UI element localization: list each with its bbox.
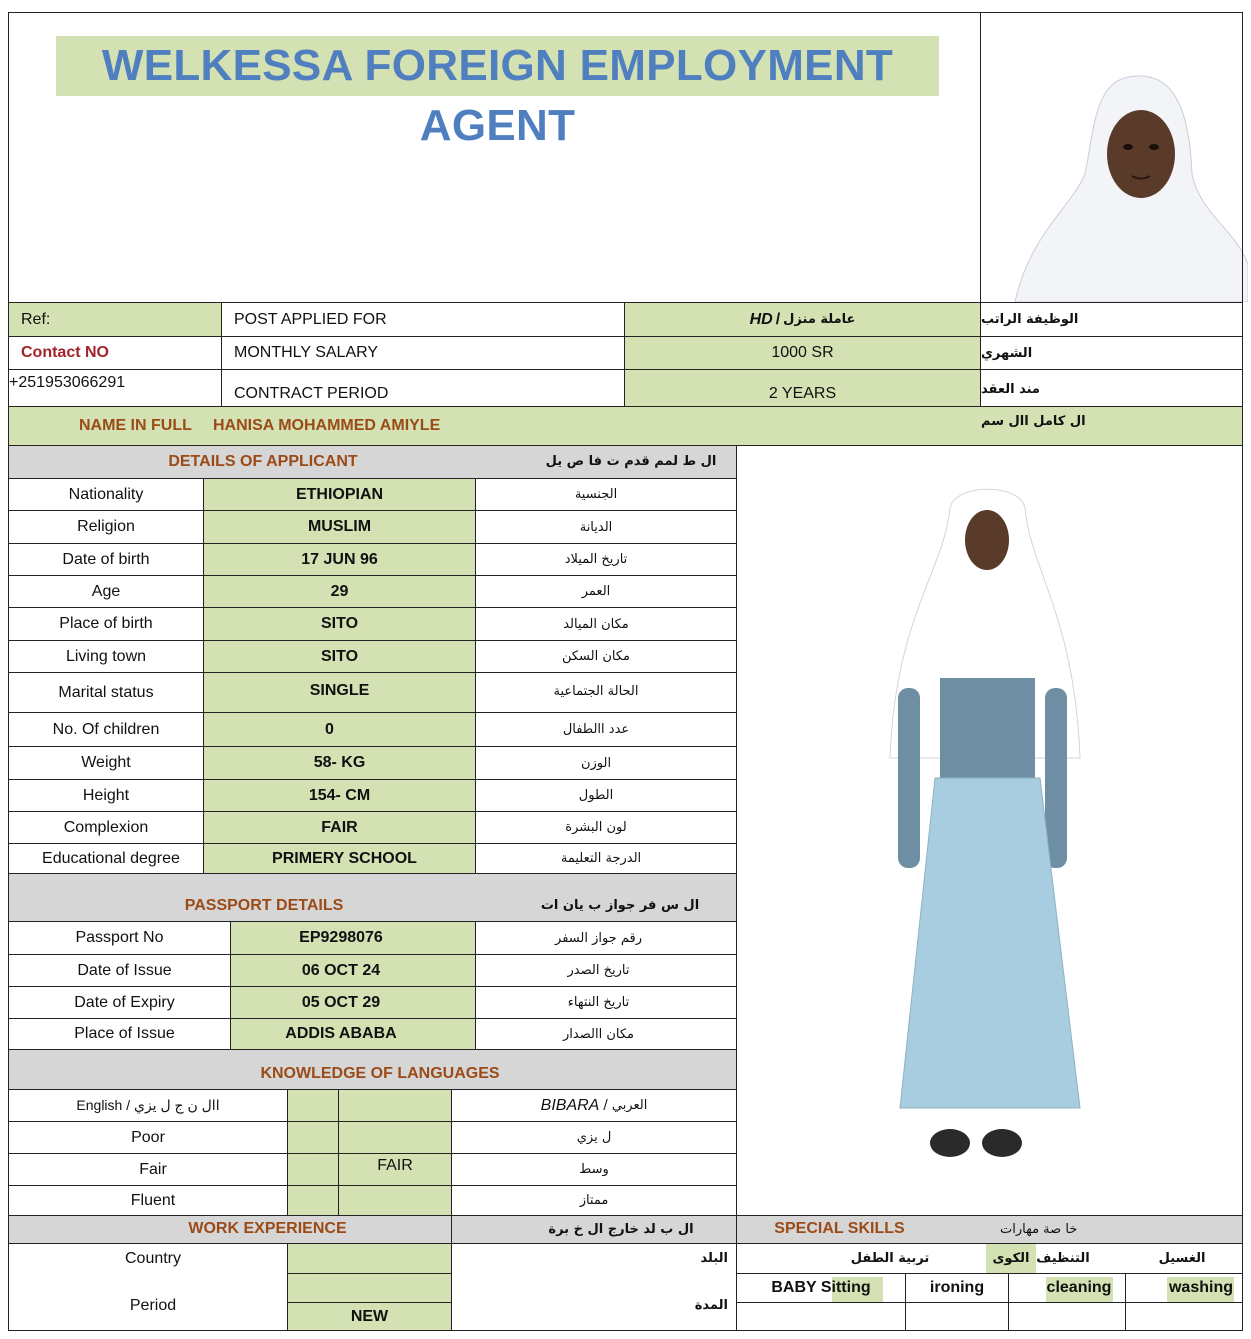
applicant-row-label: Living town xyxy=(65,647,147,665)
skill-label-ar: التنظيف xyxy=(1036,1251,1090,1266)
applicant-row-label: Date of birth xyxy=(62,550,150,568)
ref-label: Ref: xyxy=(21,310,51,328)
language-level-value: FAIR xyxy=(377,1156,413,1174)
skill-label-ar: تربية الطفل xyxy=(850,1251,930,1266)
work-section-title-ar: ال ب لد خارج ال خ برة xyxy=(548,1221,694,1237)
salary-label-ar: الشهري xyxy=(981,345,1033,361)
applicant-row-value: SITO xyxy=(320,647,359,665)
passport-row-label: Place of Issue xyxy=(74,1025,175,1042)
applicant-row-label: Age xyxy=(91,582,121,600)
english-label: English / اال ن ج ل يزي xyxy=(76,1097,220,1113)
contract-label: CONTRACT PERIOD xyxy=(234,385,389,402)
post-label-ar: الوظيفة الراتب xyxy=(981,312,1079,327)
applicant-row-label-ar: لون البشرة xyxy=(565,820,627,835)
salary-label: MONTHLY SALARY xyxy=(234,344,379,361)
name-label-ar: ال كامل اال سم xyxy=(981,413,1086,429)
passport-row-label: Passport No xyxy=(75,929,164,946)
contract-value: 2 YEARS xyxy=(768,385,837,402)
applicant-row-label: No. Of children xyxy=(52,720,160,738)
post-value-en: HD xyxy=(749,310,773,328)
passport-row-label: Date of Issue xyxy=(77,961,172,979)
passport-row-label-ar: تاريخ الصدر xyxy=(567,963,630,978)
skill-label: cleaning xyxy=(1046,1279,1112,1296)
applicant-row-value: FAIR xyxy=(321,818,358,836)
passport-section-title-ar: ال س فر جواز ب يان ات xyxy=(540,898,700,913)
applicant-row-label-ar: مكان الميالد xyxy=(563,616,629,632)
applicant-row-value: 0 xyxy=(325,720,334,738)
salary-value: 1000 SR xyxy=(771,344,834,361)
applicant-section-title-ar: ال ط لمم قدم ت فا ص يل xyxy=(545,454,717,469)
passport-row-label-ar: رقم جواز السفر xyxy=(555,930,642,946)
applicant-row-label: Educational degree xyxy=(42,849,180,867)
passport-row-value: ADDIS ABABA xyxy=(285,1025,397,1042)
passport-row-label: Date of Expiry xyxy=(74,993,175,1011)
passport-row-label-ar: تاريخ النتهاء xyxy=(567,995,630,1010)
skill-label: BABY Sitting xyxy=(771,1279,871,1296)
language-level-value xyxy=(339,1186,451,1215)
name-label: NAME IN FULL xyxy=(79,416,192,434)
period-value: NEW xyxy=(350,1307,389,1325)
full-body-photo xyxy=(880,478,1090,1172)
post-value: HD / عاملة منزل xyxy=(749,310,856,328)
applicant-row-label-ar: الدرجة التعليمة xyxy=(560,851,642,866)
applicant-row-label-ar: عدد االطفال xyxy=(562,722,630,737)
applicant-row-value: 29 xyxy=(330,582,349,600)
language-level-label-ar: ممتاز xyxy=(579,1193,609,1208)
applicant-row-label-ar: الوزن xyxy=(580,755,612,771)
contract-label-ar: مند العقد xyxy=(981,381,1040,397)
applicant-row-label-ar: تاريخ الميلاد xyxy=(564,552,628,567)
skill-label: washing xyxy=(1168,1279,1233,1296)
applicant-row-value: 58- KG xyxy=(313,754,366,771)
skill-label-ar: الغسيل xyxy=(1158,1251,1206,1266)
applicant-row-label: Religion xyxy=(77,518,135,535)
applicant-row-value: 154- CM xyxy=(308,786,371,804)
post-label: POST APPLIED FOR xyxy=(234,310,387,328)
applicant-row-value: ETHIOPIAN xyxy=(295,485,384,503)
passport-row-value: 05 OCT 29 xyxy=(301,993,381,1011)
applicant-row-label-ar: الطول xyxy=(578,788,614,803)
skills-section-title: SPECIAL SKILLS xyxy=(774,1220,905,1237)
applicant-row-label: Complexion xyxy=(63,818,149,836)
language-level-label: Fair xyxy=(139,1160,167,1178)
applicant-row-value: MUSLIM xyxy=(307,518,372,535)
country-label: Country xyxy=(124,1249,182,1267)
language-level-label-ar: وسط xyxy=(579,1162,609,1177)
agency-title: WELKESSA FOREIGN EMPLOYMENT AGENT xyxy=(56,36,939,96)
applicant-row-label: Marital status xyxy=(58,683,154,701)
applicant-row-label: Weight xyxy=(81,754,131,771)
applicant-row-value: SINGLE xyxy=(309,682,370,699)
period-label-ar: المدة xyxy=(694,1298,728,1313)
applicant-row-value: PRIMERY SCHOOL xyxy=(272,849,417,867)
applicant-row-label: Place of birth xyxy=(59,615,153,632)
headshot-photo xyxy=(1000,14,1248,302)
applicant-row-label: Nationality xyxy=(68,485,144,503)
applicant-row-value: SITO xyxy=(320,615,359,632)
passport-row-value: EP9298076 xyxy=(299,929,383,946)
applicant-row-label: Height xyxy=(82,786,130,804)
country-label-ar: البلد xyxy=(700,1251,728,1266)
arabic-label-ar: العربي / xyxy=(603,1098,648,1113)
arabic-label-en: BIBARA xyxy=(540,1096,600,1114)
applicant-row-label-ar: الجنسية xyxy=(574,487,618,502)
language-level-label-ar: ل يزي xyxy=(576,1130,612,1145)
skill-label: ironing xyxy=(929,1279,985,1296)
contact-value: +251953066291 xyxy=(9,374,126,391)
passport-section-title: PASSPORT DETAILS xyxy=(184,896,344,914)
full-name-value: HANISA MOHAMMED AMIYLE xyxy=(213,416,441,434)
passport-row-label-ar: مكان االصدار xyxy=(563,1026,634,1042)
skills-section-title-ar: خا صة مهارات xyxy=(1000,1221,1078,1237)
language-level-value xyxy=(339,1122,451,1153)
language-level-label: Poor xyxy=(131,1128,165,1146)
language-level-label: Fluent xyxy=(130,1191,176,1209)
applicant-row-value: 17 JUN 96 xyxy=(301,550,378,568)
arabic-label xyxy=(452,1090,736,1121)
applicant-row-label-ar: الديانة xyxy=(579,519,613,535)
applicant-section-title: DETAILS OF APPLICANT xyxy=(168,452,358,470)
post-value-ar: عاملة منزل xyxy=(783,312,856,327)
languages-section-title: KNOWLEDGE OF LANGUAGES xyxy=(260,1064,500,1082)
contact-label: Contact NO xyxy=(21,344,109,361)
passport-row-value: 06 OCT 24 xyxy=(301,961,381,979)
applicant-row-label-ar: العمر xyxy=(581,584,611,599)
applicant-row-label-ar: مكان السكن xyxy=(561,649,631,664)
applicant-row-label-ar: الحالة الجتماعية xyxy=(553,683,639,699)
skill-label-ar: الكوى xyxy=(986,1244,1036,1273)
period-label: Period xyxy=(129,1296,177,1314)
work-section-title: WORK EXPERIENCE xyxy=(188,1220,347,1237)
